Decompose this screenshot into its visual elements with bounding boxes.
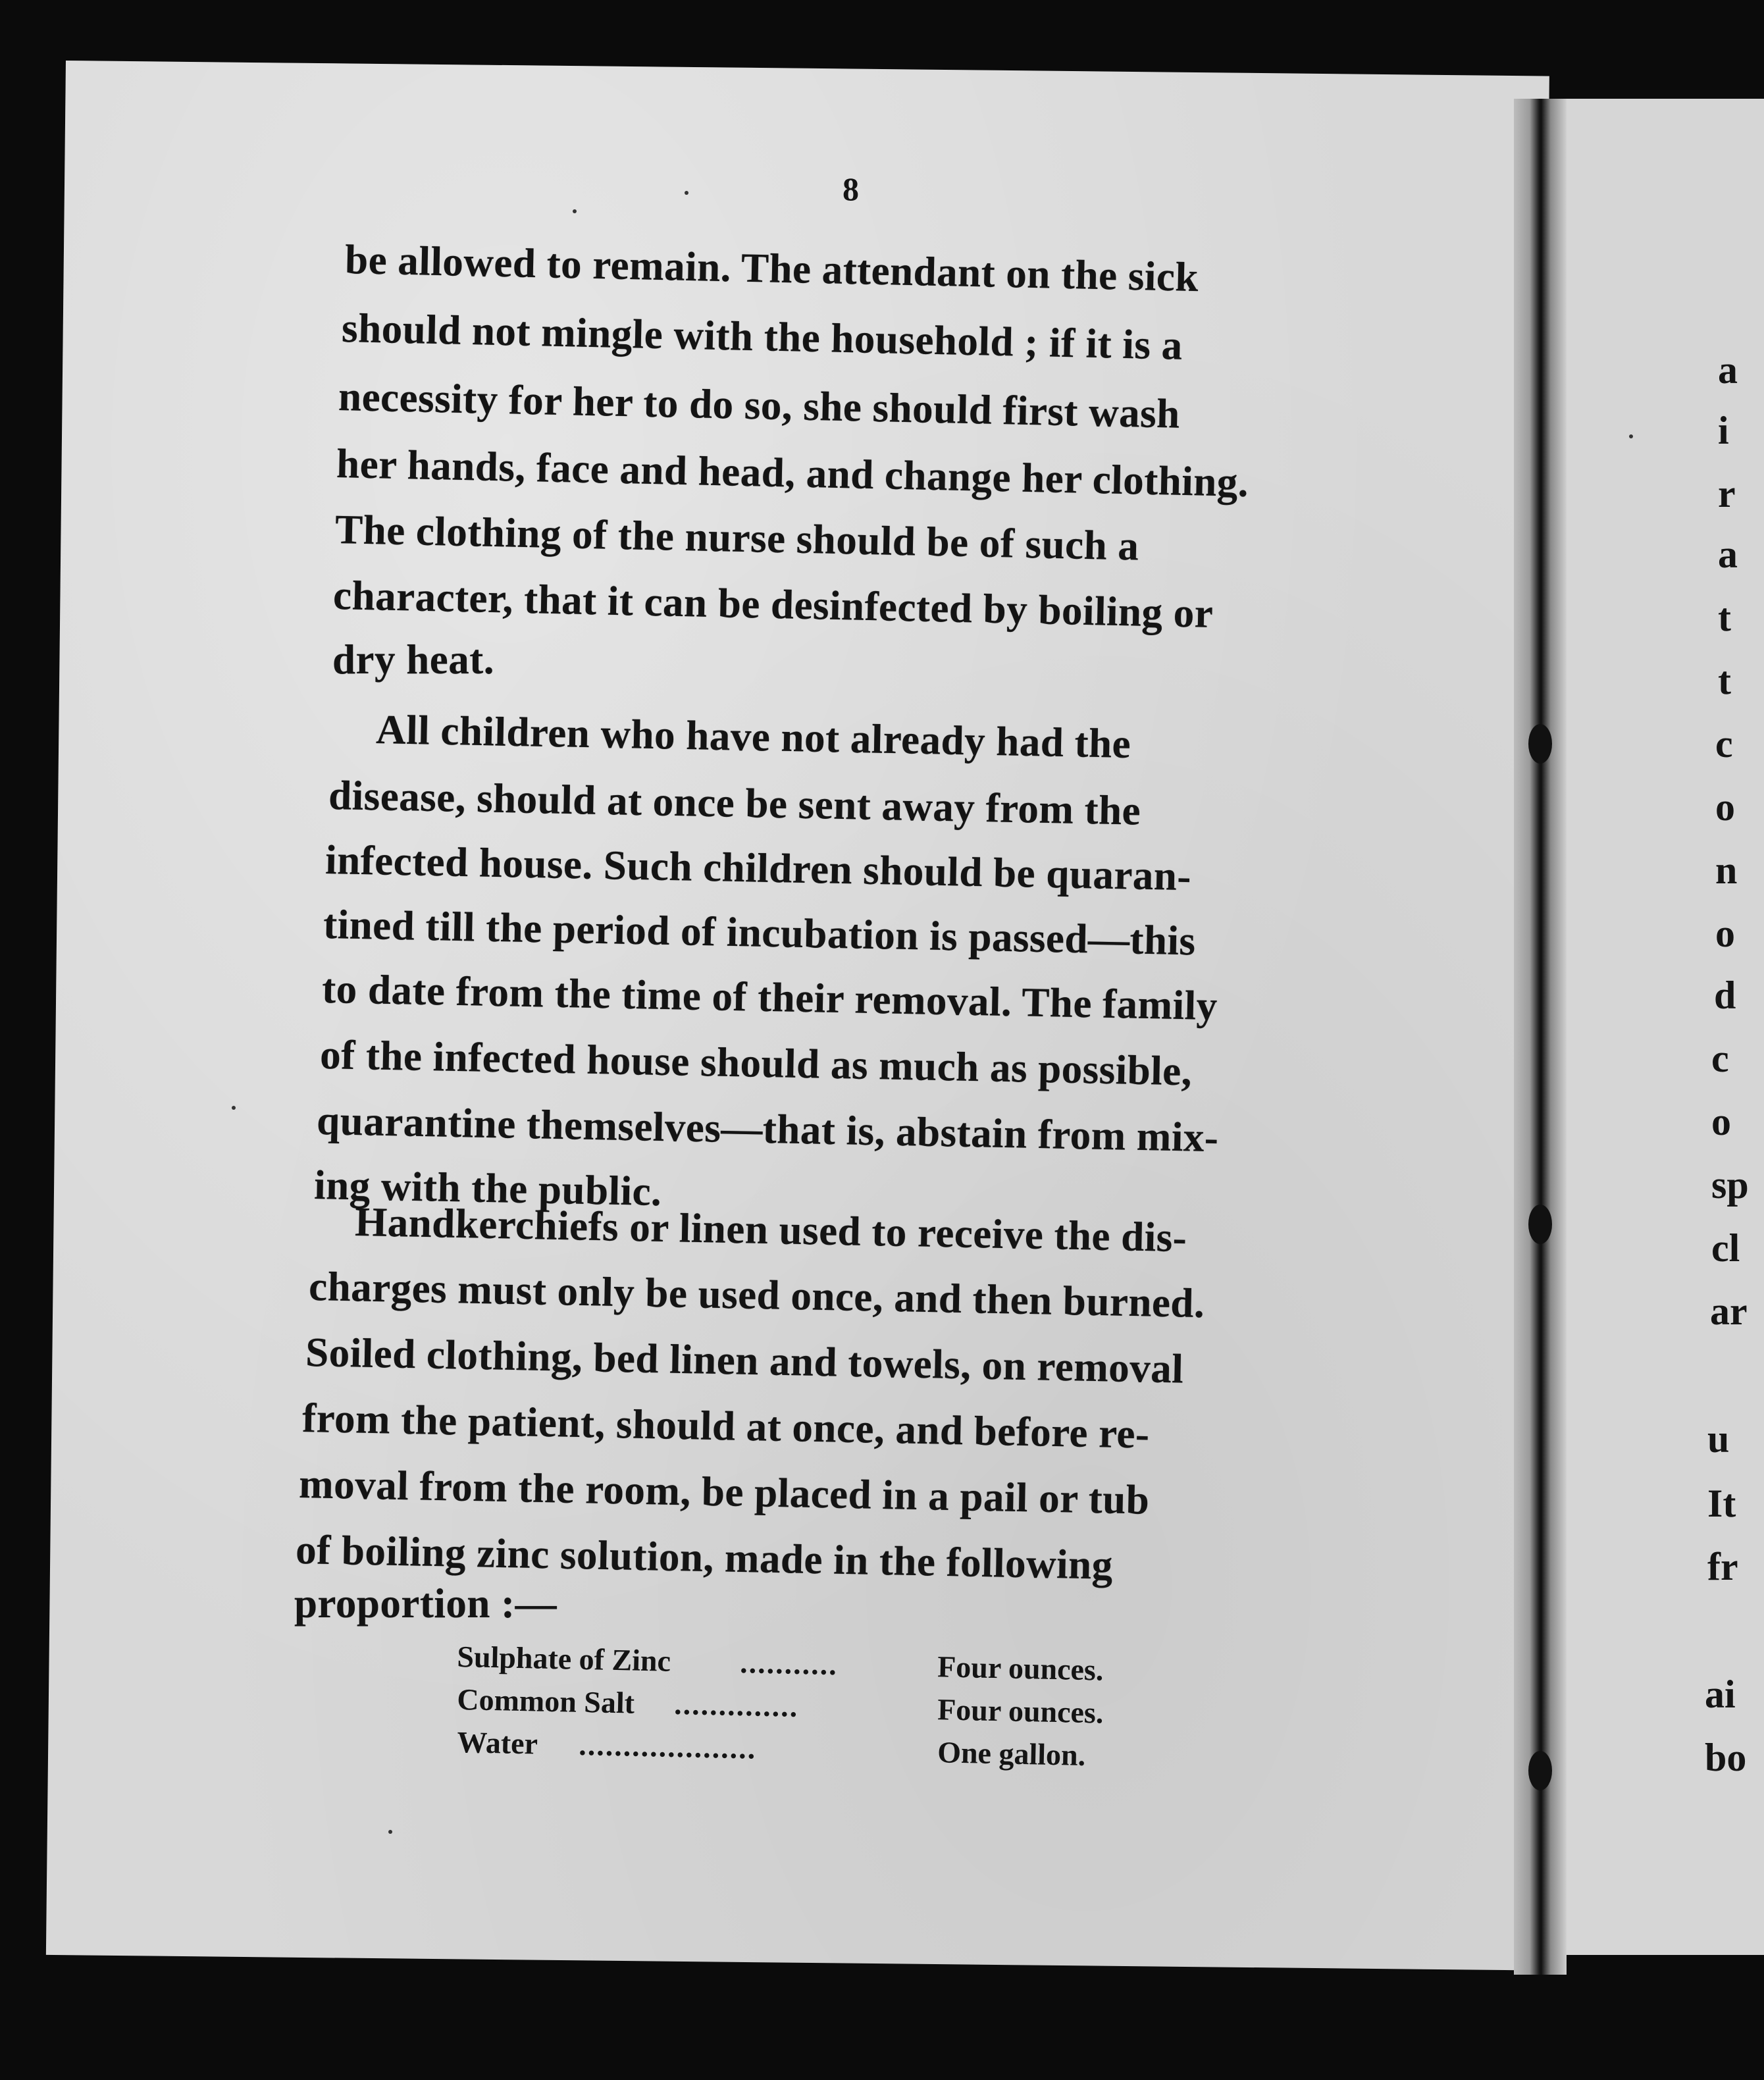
fragment: d [1714, 974, 1736, 1017]
fragment: fr [1707, 1545, 1738, 1588]
text-line: quarantine themselves—that is, abstain from mix- [316, 1097, 1220, 1161]
text-line: character, that it can be desinfected by boiling or [332, 571, 1214, 637]
fragment: bo [1705, 1736, 1747, 1779]
ingredient-quantity: One gallon. [937, 1735, 1086, 1772]
fragment: t [1718, 659, 1731, 702]
text-line: of the infected house should as much as possible, [319, 1031, 1193, 1095]
fragment: cl [1711, 1226, 1740, 1270]
text-line: moval from the room, be placed in a pail or tub [298, 1460, 1151, 1523]
text-line: Handkerchiefs or linen used to receive the dis- [354, 1198, 1187, 1261]
text-line: to date from the time of their removal. The family [321, 965, 1218, 1029]
leader-dots: .............. [673, 1686, 799, 1723]
fragment: u [1707, 1417, 1730, 1461]
ingredient-name: Common Salt [456, 1682, 635, 1720]
text-line: of boiling zinc solution, made in the following [295, 1526, 1114, 1588]
ingredient-name: Sulphate of Zinc [456, 1639, 671, 1678]
fragment: ar [1710, 1289, 1748, 1333]
ingredient-quantity: Four ounces. [937, 1650, 1104, 1687]
fragment: a [1718, 348, 1738, 392]
text-line: All children who have not already had the [375, 706, 1131, 767]
text-line: dry heat. [332, 637, 494, 683]
text-line: should not mingle with the household ; if it is a [341, 304, 1183, 369]
leader-dots: .................... [578, 1727, 757, 1765]
text-line: ing with the public. [313, 1161, 663, 1215]
text-line: her hands, face and head, and change her clothing. [336, 440, 1249, 506]
ingredient-name: Water [456, 1725, 538, 1761]
fragment: i [1718, 409, 1729, 452]
text-line: proportion :— [294, 1580, 558, 1626]
text-line: be allowed to remain. The attendant on the sick [344, 236, 1199, 301]
text-line: from the patient, should at once, and before re- [301, 1394, 1151, 1457]
text-line: tined till the period of incubation is passed—this [323, 900, 1197, 964]
text-line: necessity for her to do so, she should first wash [338, 373, 1181, 437]
text-line: charges must only be used once, and then burned. [308, 1262, 1205, 1327]
fragment: o [1715, 912, 1735, 955]
fragment: c [1711, 1037, 1729, 1080]
fragment: a [1718, 533, 1738, 576]
ingredient-quantity: Four ounces. [937, 1692, 1104, 1730]
fragment: r [1718, 472, 1736, 515]
fragment: o [1711, 1100, 1731, 1143]
fragment: ai [1705, 1673, 1736, 1716]
fragment: c [1715, 722, 1733, 766]
text-line: infected house. Such children should be quaran- [324, 836, 1192, 900]
fragment: o [1715, 785, 1735, 829]
page-number: 8 [843, 170, 859, 207]
text-line: The clothing of the nurse should be of such a [334, 506, 1140, 569]
text-line: Soiled clothing, bed linen and towels, on removal [305, 1328, 1184, 1392]
fragment: n [1715, 848, 1738, 892]
text-line: disease, should at once be sent away from the [328, 771, 1141, 834]
fragment: sp [1711, 1163, 1749, 1207]
fragment: It [1707, 1482, 1736, 1525]
fragment: t [1718, 596, 1731, 639]
leader-dots: ........... [739, 1646, 839, 1682]
